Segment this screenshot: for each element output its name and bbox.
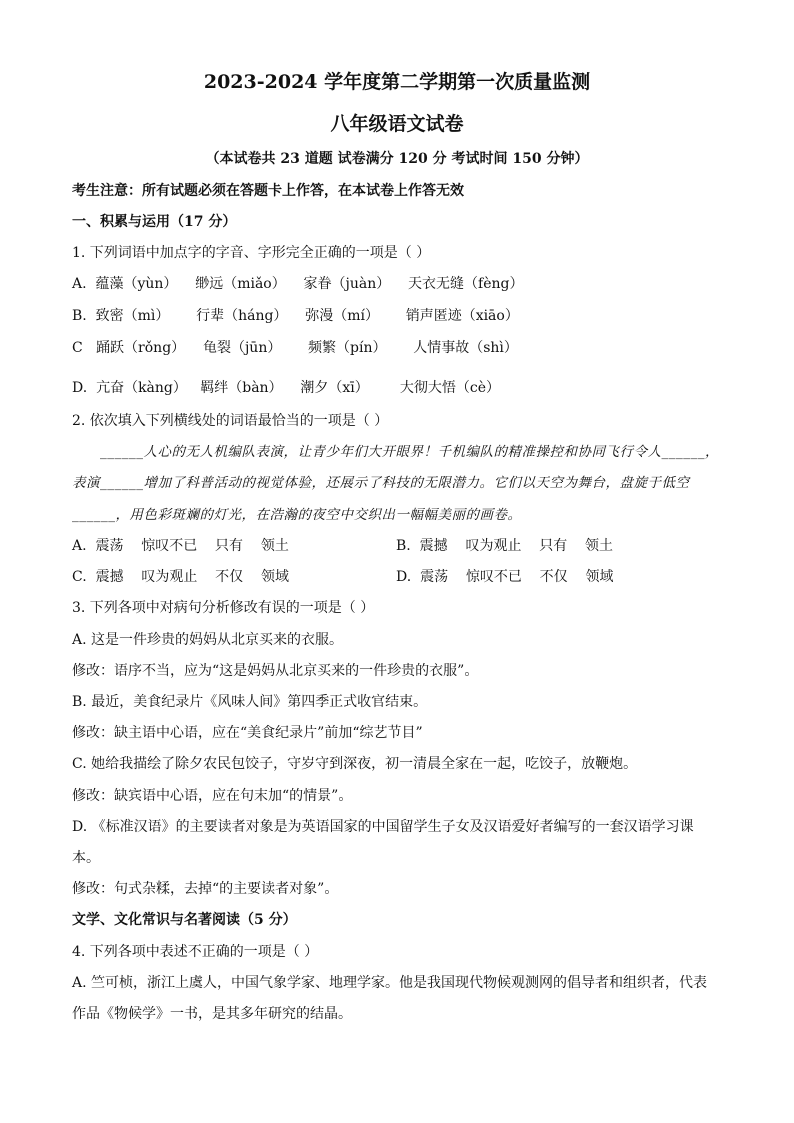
q1-option-a: A. 蕴藻（yùn） 缈远（miǎo） 家眷（juàn） 天衣无缝（fèng） — [72, 276, 524, 292]
page-title: 2023-2024 学年度第二学期第一次质量监测 — [203, 71, 591, 93]
q3-option-d-fix: 修改：句式杂糅，去掉“的主要读者对象”。 — [72, 881, 339, 897]
section1-heading: 一、积累与运用（17 分） — [72, 214, 237, 230]
q3-option-b-fix: 修改：缺主语中心语，应在“美食纪录片”前加“综艺节目” — [72, 725, 423, 741]
exam-notice: 考生注意：所有试题必须在答题卡上作答，在本试卷上作答无效 — [72, 183, 464, 199]
q2-stem: 2. 依次填入下列横线处的词语最恰当的一项是（ ） — [72, 413, 389, 429]
q4-option-a-line2: 作品《物候学》一书，是其多年研究的结晶。 — [72, 1006, 352, 1022]
q2-option-c: C. 震撼 叹为观止 不仅 领域 — [72, 569, 289, 585]
q4-stem: 4. 下列各项中表述不正确的一项是（ ） — [72, 944, 319, 960]
q2-option-b: B. 震撼 叹为观止 只有 领土 — [396, 538, 614, 554]
q3-option-b: B. 最近，美食纪录片《风味人间》第四季正式收官结束。 — [72, 694, 428, 710]
q1-stem: 1. 下列词语中加点字的字音、字形完全正确的一项是（ ） — [72, 245, 431, 261]
q2-passage-line3: ______，用色彩斑斓的灯光，在浩瀚的夜空中交织出一幅幅美丽的画卷。 — [72, 507, 522, 523]
q3-option-d-line2: 本。 — [72, 850, 100, 866]
q2-passage-line2: 表演______增加了科普活动的视觉体验，还展示了科技的无限潜力。它们以天空为舞台，盘旋于低空 — [72, 475, 690, 491]
q3-stem: 3. 下列各项中对病句分析修改有误的一项是（ ） — [72, 600, 375, 616]
page-subtitle: 八年级语文试卷 — [330, 113, 464, 135]
q4-option-a-line1: A. 竺可桢，浙江上虞人，中国气象学家、地理学家。他是我国现代物候观测网的倡导者和组织者，代表 — [72, 975, 708, 991]
q1-option-b: B. 致密（mì） 行辈（háng） 弥漫（mí） 销声匿迹（xiāo） — [72, 308, 519, 324]
q3-option-c: C. 她给我描绘了除夕农民包饺子，守岁守到深夜，初一清晨全家在一起，吃饺子，放鞭炮。 — [72, 756, 638, 772]
q3-option-d-line1: D. 《标准汉语》的主要读者对象是为英语国家的中国留学生子女及汉语爱好者编写的一套汉语学习课 — [72, 819, 694, 835]
q2-option-d: D. 震荡 惊叹不已 不仅 领域 — [396, 569, 614, 585]
q3-option-a: A. 这是一件珍贵的妈妈从北京买来的衣服。 — [72, 632, 344, 648]
exam-note: （本试卷共 23 道题 试卷满分 120 分 考试时间 150 分钟） — [205, 151, 589, 167]
q3-option-a-fix: 修改：语序不当，应为“这是妈妈从北京买来的一件珍贵的衣服”。 — [72, 663, 479, 679]
section2-heading: 文学、文化常识与名著阅读（5 分） — [72, 912, 297, 928]
q2-passage-line1: ______人心的无人机编队表演，让青少年们大开眼界！千机编队的精准操控和协同飞行令人______， — [100, 444, 719, 460]
q1-option-c: C 踊跃（rǒng） 龟裂（jūn） 频繁（pín） 人情事故（shì） — [72, 340, 518, 356]
q2-option-a: A. 震荡 惊叹不已 只有 领土 — [72, 538, 289, 554]
q3-option-c-fix: 修改：缺宾语中心语，应在句末加“的情景”。 — [72, 788, 353, 804]
q1-option-d: D. 亢奋（kàng） 羁绊（bàn） 潮夕（xī） 大彻大悟（cè） — [72, 380, 501, 396]
